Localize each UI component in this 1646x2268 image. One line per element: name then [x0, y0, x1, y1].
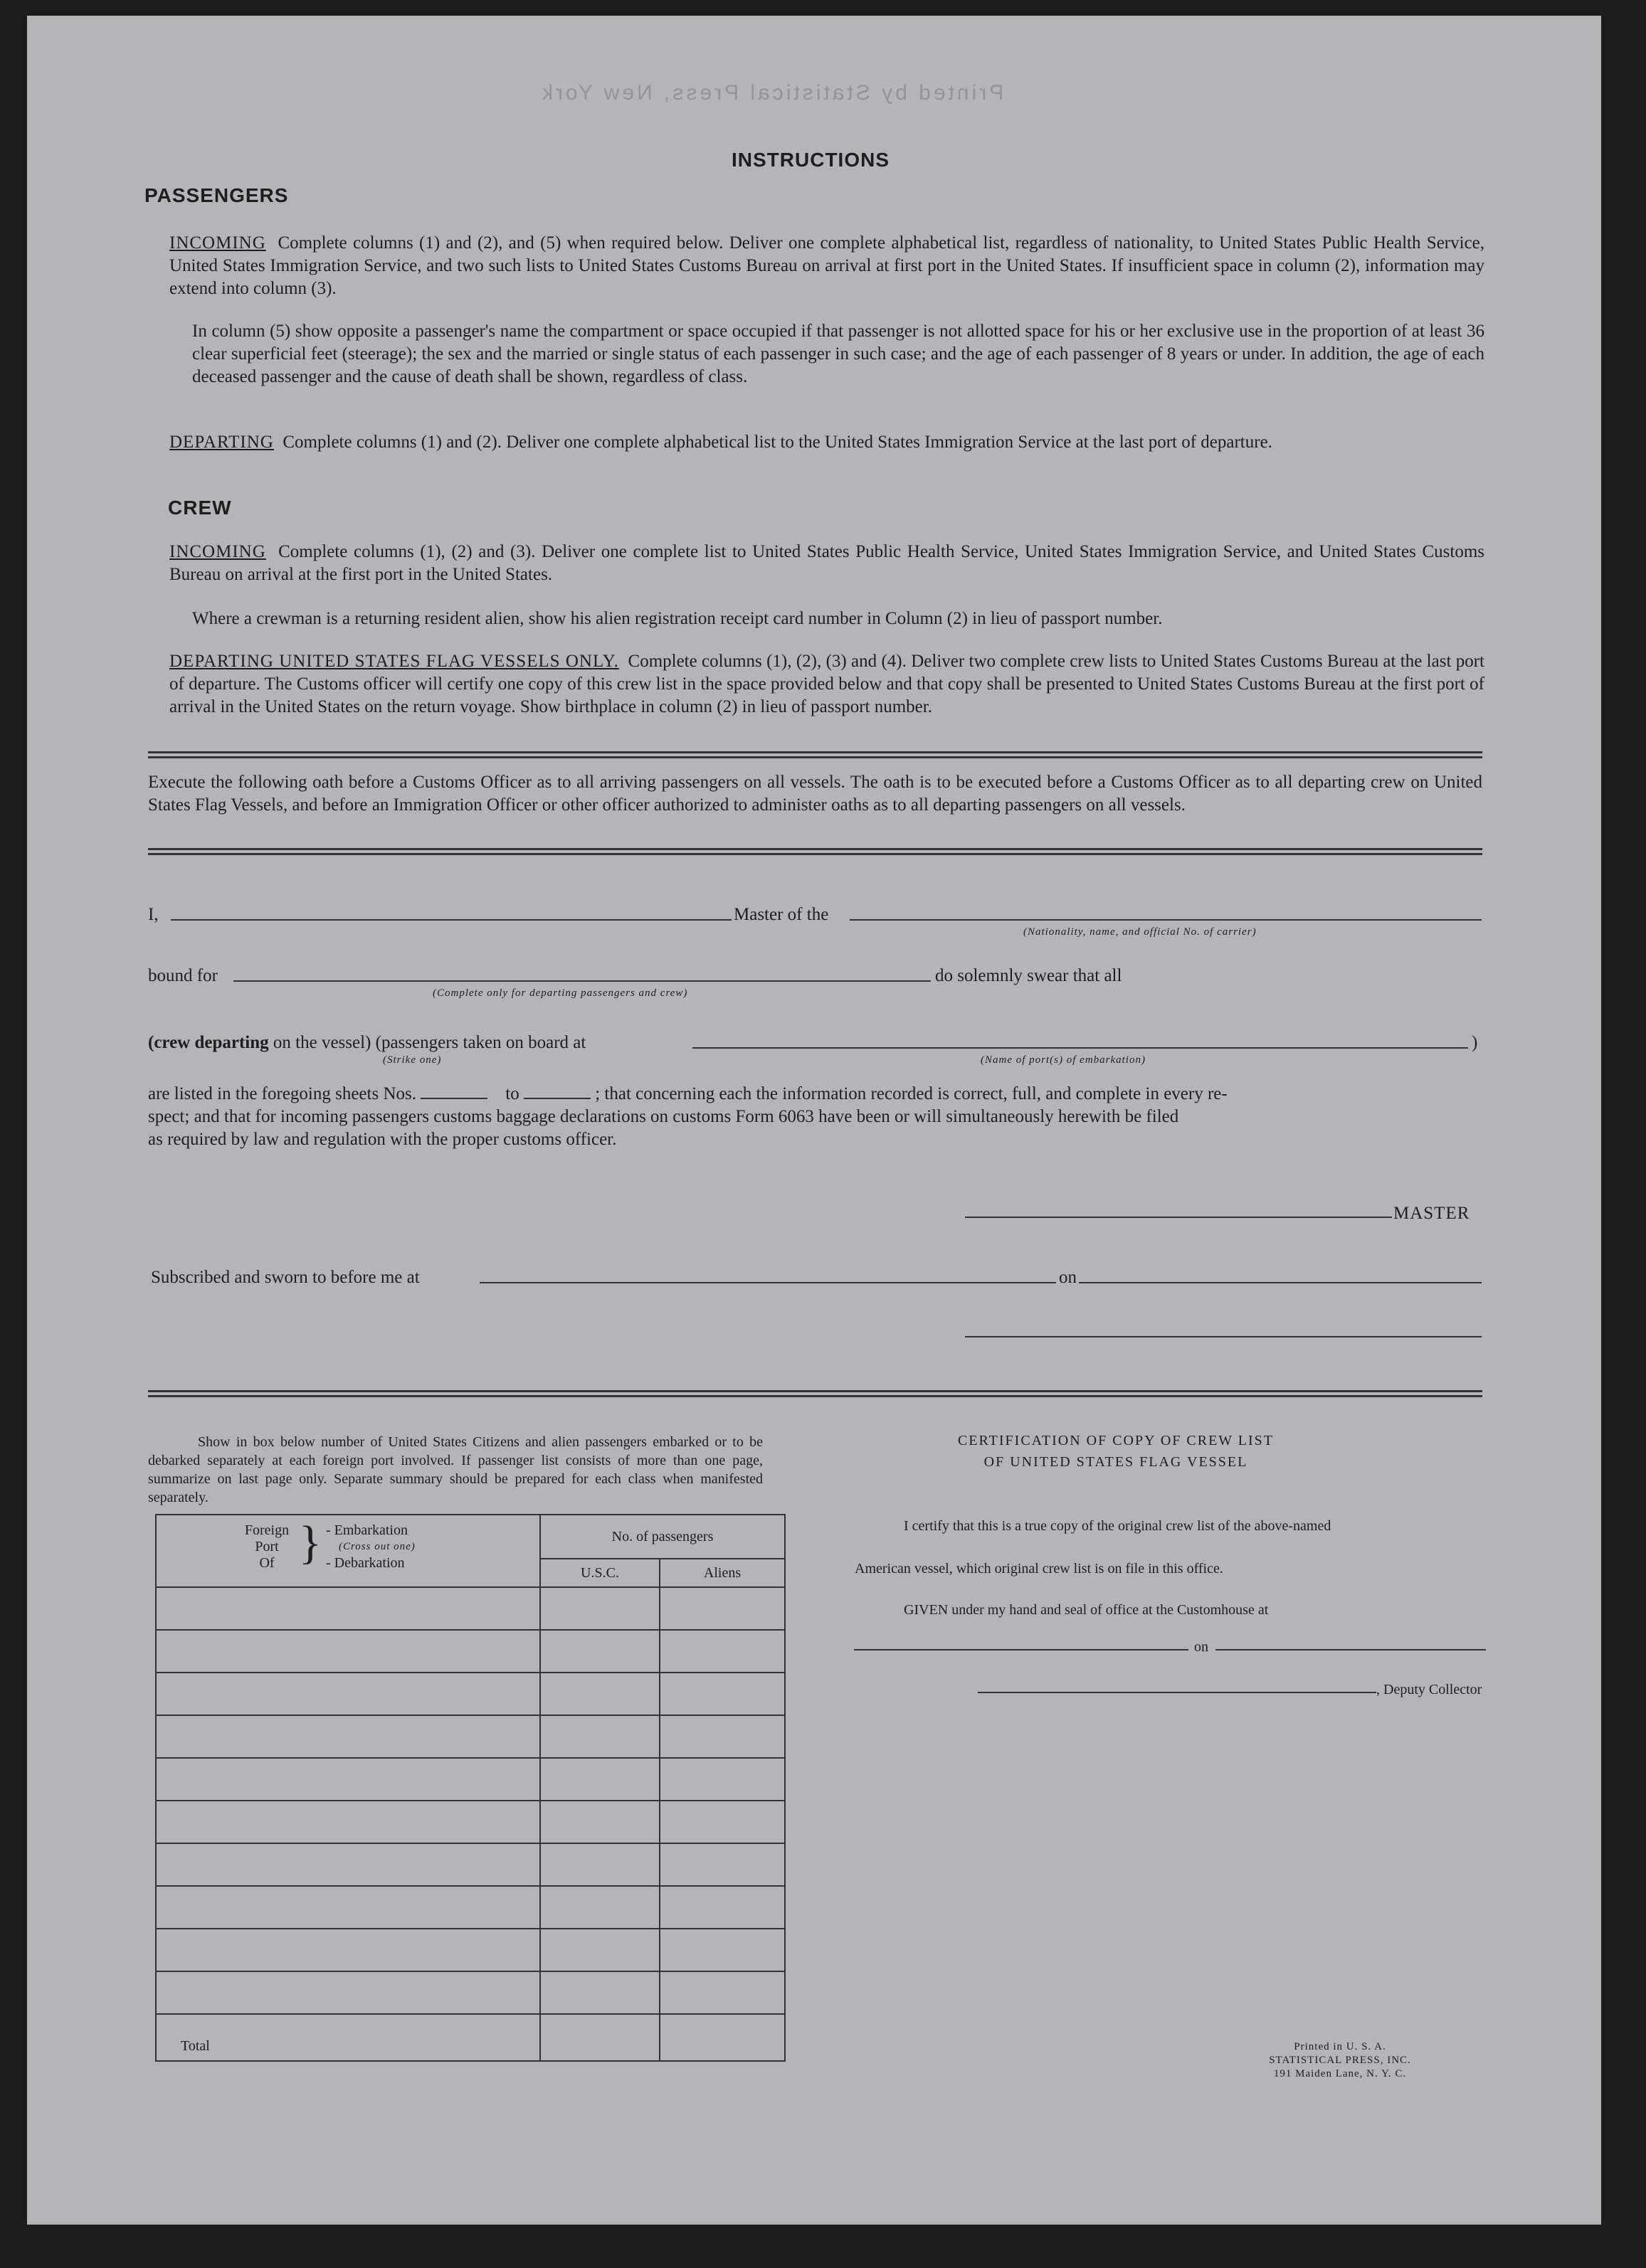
given-line: GIVEN under my hand and seal of office at the Customhouse at — [904, 1602, 1269, 1618]
table-row — [156, 1801, 785, 1843]
passengers-incoming-label: INCOMING — [169, 233, 266, 253]
port-cell[interactable] — [156, 1971, 540, 2014]
swear-label: do solemnly swear that all — [935, 966, 1122, 985]
usc-cell[interactable] — [540, 1758, 660, 1801]
aliens-cell[interactable] — [660, 1587, 785, 1630]
port-cell[interactable] — [156, 1801, 540, 1843]
aliens-cell[interactable] — [660, 1886, 785, 1929]
passenger-summary-table — [155, 1514, 786, 2062]
bound-caption: (Complete only for departing passengers and crew) — [433, 987, 688, 999]
passengers-departing-label: DEPARTING — [169, 433, 274, 452]
passengers-heading: PASSENGERS — [144, 184, 289, 206]
to-label: to — [505, 1084, 519, 1103]
crew-incoming-paragraph — [169, 541, 1484, 586]
aliens-header: Aliens — [660, 1559, 785, 1587]
crew-departing-option: (crew departing — [148, 1033, 269, 1052]
passengers-departing-text: Complete columns (1) and (2). Deliver one complete alphabetical list to the United States Immigration Service at the last port of departure. — [283, 433, 1272, 452]
certify-line1: I certify that this is a true copy of the original crew list of the above-named — [904, 1518, 1331, 1534]
certification-title-line2: OF UNITED STATES FLAG VESSEL — [983, 1454, 1248, 1470]
total-row — [156, 2014, 785, 2061]
crew-departing-paragraph — [169, 650, 1484, 719]
oath-instruction: Execute the following oath before a Customs Officer as to all arriving passengers on all vessels. The oath is to be executed before a Customs Officer as to all departing crew on United States Flag Vessels, and before an Immigration Officer or other officer authorized to administer oaths as to all departing passengers on all vessels. — [148, 773, 1482, 815]
embarkation-option[interactable]: - Embarkation — [326, 1522, 408, 1538]
aliens-cell[interactable] — [660, 1673, 785, 1715]
subscribed-place-field[interactable] — [480, 1282, 1056, 1283]
table-row — [156, 1843, 785, 1886]
aliens-cell[interactable] — [660, 1801, 785, 1843]
bleed-through-header: Printed by Statistical Press, New York — [539, 81, 1004, 105]
printer-line2: STATISTICAL PRESS, INC. — [1269, 2055, 1411, 2066]
column5-paragraph: In column (5) show opposite a passenger's name the compartment or space occupied if that passenger is not allotted space for his or her exclusive use in the proportion of at least 36 clear superficial feet (steerage); the sex and the married or single status of each passenger in such case; and the age of each passenger of 8 years or under. In addition, the age of each deceased passenger and the cause of death shall be shown, regardless of class. — [192, 322, 1484, 386]
carrier-caption: (Nationality, name, and official No. of carrier) — [1023, 926, 1257, 938]
brace-icon: } — [299, 1517, 322, 1569]
table-row — [156, 1715, 785, 1758]
carrier-field[interactable] — [850, 919, 1482, 921]
master-name-field[interactable] — [171, 919, 732, 921]
close-paren: ) — [1472, 1033, 1478, 1052]
aliens-cell[interactable] — [660, 1630, 785, 1673]
cross-out-caption: (Cross out one) — [339, 1541, 416, 1552]
embarkation-port-field[interactable] — [692, 1047, 1468, 1049]
crew-departing-label: DEPARTING UNITED STATES FLAG VESSELS ONLY. — [169, 652, 619, 671]
foreign-label: Foreign — [244, 1522, 290, 1538]
aliens-total-cell[interactable] — [660, 2014, 785, 2061]
table-row — [156, 1971, 785, 2014]
certification-title-line1: CERTIFICATION OF COPY OF CREW LIST — [957, 1433, 1275, 1448]
crewman-paragraph: Where a crewman is a returning resident alien, show his alien registration receipt card number in Column (2) in lieu of passport number. — [192, 609, 1163, 628]
bound-for-field[interactable] — [233, 980, 931, 982]
printer-imprint — [1251, 2040, 1429, 2081]
listed-end: ; that concerning each the information recorded is correct, full, and complete in every re- — [595, 1084, 1228, 1103]
of-label: Of — [259, 1555, 275, 1571]
subscribed-label: Subscribed and sworn to before me at — [151, 1268, 420, 1287]
strike-caption: (Strike one) — [383, 1054, 442, 1066]
subscribed-date-field[interactable] — [1079, 1282, 1482, 1283]
usc-cell[interactable] — [540, 1843, 660, 1886]
port-cell[interactable] — [156, 1929, 540, 1971]
passengers-incoming-text: Complete columns (1) and (2), and (5) when required below. Deliver one complete alphabetical list, regardless of nationality, to United States Public Health Service, United States Immigration Service, and two such lists to United States Customs Bureau on arrival at first port in the United States. If insufficient space in column (2), information may extend into column (3). — [169, 233, 1485, 298]
sheet-from-field[interactable] — [421, 1098, 487, 1099]
no-passengers-header: No. of passengers — [540, 1515, 785, 1559]
deputy-collector-label: , Deputy Collector — [1376, 1682, 1482, 1697]
usc-cell[interactable] — [540, 1886, 660, 1929]
certification-date-field[interactable] — [1215, 1649, 1486, 1650]
crew-incoming-label: INCOMING — [169, 542, 266, 561]
table-row — [156, 1673, 785, 1715]
usc-total-cell[interactable] — [540, 2014, 660, 2061]
subscribed-on-label: on — [1059, 1268, 1077, 1287]
debarkation-option[interactable]: - Debarkation — [326, 1555, 405, 1571]
listed-start: are listed in the foregoing sheets Nos. — [148, 1084, 416, 1103]
port-cell[interactable] — [156, 1630, 540, 1673]
crew-passengers-line — [148, 1033, 586, 1053]
usc-cell[interactable] — [540, 1630, 660, 1673]
printer-line3: 191 Maiden Lane, N. Y. C. — [1273, 2068, 1407, 2079]
table-row — [156, 1929, 785, 1971]
table-row — [156, 1587, 785, 1630]
port-cell[interactable] — [156, 1758, 540, 1801]
port-header-cell — [156, 1515, 540, 1587]
instructions-title: INSTRUCTIONS — [732, 149, 890, 171]
divider-oath — [148, 848, 1482, 855]
passengers-departing-paragraph — [169, 431, 1484, 454]
port-cell[interactable] — [156, 1673, 540, 1715]
crew-incoming-text: Complete columns (1), (2) and (3). Deliver one complete list to United States Public Health Service, United States Immigration Service, and United States Customs Bureau on arrival at the first port in the United States. — [169, 542, 1485, 584]
printer-line1: Printed in U. S. A. — [1294, 2041, 1386, 2052]
usc-cell[interactable] — [540, 1971, 660, 2014]
document-page — [27, 16, 1601, 2225]
master-label: MASTER — [1393, 1204, 1470, 1223]
customhouse-field[interactable] — [854, 1649, 1188, 1650]
certification-title — [881, 1430, 1351, 1473]
aliens-cell[interactable] — [660, 1971, 785, 2014]
aliens-cell[interactable] — [660, 1715, 785, 1758]
port-cell[interactable] — [156, 1587, 540, 1630]
officer-signature-field[interactable] — [965, 1336, 1482, 1337]
master-of-label: Master of the — [734, 905, 829, 924]
divider-bottom — [148, 1390, 1482, 1397]
bound-for-label: bound for — [148, 966, 218, 985]
usc-cell[interactable] — [540, 1929, 660, 1971]
port-label: Port — [255, 1539, 279, 1554]
master-signature-field[interactable] — [965, 1217, 1392, 1218]
usc-cell[interactable] — [540, 1587, 660, 1630]
crew-heading: CREW — [168, 497, 232, 519]
certify-line2: American vessel, which original crew list is on file in this office. — [855, 1561, 1223, 1577]
aliens-cell[interactable] — [660, 1843, 785, 1886]
aliens-cell[interactable] — [660, 1929, 785, 1971]
listed-paragraph — [148, 1083, 1484, 1151]
box-instruction: Show in box below number of United States Citizens and alien passengers embarked or to be debarked separately at each foreign port involved. If passenger list consists of more than one page, summarize on last page only. Separate summary should be prepared for each class when manifested separately. — [148, 1434, 763, 1505]
usc-cell[interactable] — [540, 1801, 660, 1843]
aliens-cell[interactable] — [660, 1758, 785, 1801]
certification-on-label: on — [1194, 1639, 1208, 1655]
oath-i-label: I, — [148, 905, 159, 924]
deputy-signature-field[interactable] — [978, 1692, 1376, 1693]
table-row — [156, 1758, 785, 1801]
table-row — [156, 1886, 785, 1929]
listed-line2: spect; and that for incoming passengers customs baggage declarations on customs Form 6063 have been or will simultaneously herewith be filed — [148, 1107, 1179, 1126]
usc-header: U.S.C. — [540, 1559, 660, 1587]
table-row — [156, 1630, 785, 1673]
listed-line3: as required by law and regulation with the proper customs officer. — [148, 1130, 617, 1149]
usc-cell[interactable] — [540, 1673, 660, 1715]
port-cell[interactable] — [156, 1886, 540, 1929]
on-vessel-text: on the vessel) (passengers taken on board at — [273, 1033, 586, 1052]
port-cell[interactable] — [156, 1715, 540, 1758]
usc-cell[interactable] — [540, 1715, 660, 1758]
total-label: Total — [156, 2014, 540, 2061]
port-cell[interactable] — [156, 1843, 540, 1886]
passengers-incoming-paragraph — [169, 232, 1484, 300]
sheet-to-field[interactable] — [524, 1098, 591, 1099]
crew-departing-text: Complete columns (1), (2), (3) and (4). Deliver two complete crew lists to United States Customs Bureau at the last port of departure. The Customs officer will certify one copy of this crew list in the space provided below and that copy shall be presented to United States Customs Bureau at the first port of arrival in the United States on the return voyage. Show birthplace in column (2) in lieu of passport number. — [169, 652, 1485, 716]
divider-top — [148, 751, 1482, 758]
embarkation-caption: (Name of port(s) of embarkation) — [981, 1054, 1146, 1066]
